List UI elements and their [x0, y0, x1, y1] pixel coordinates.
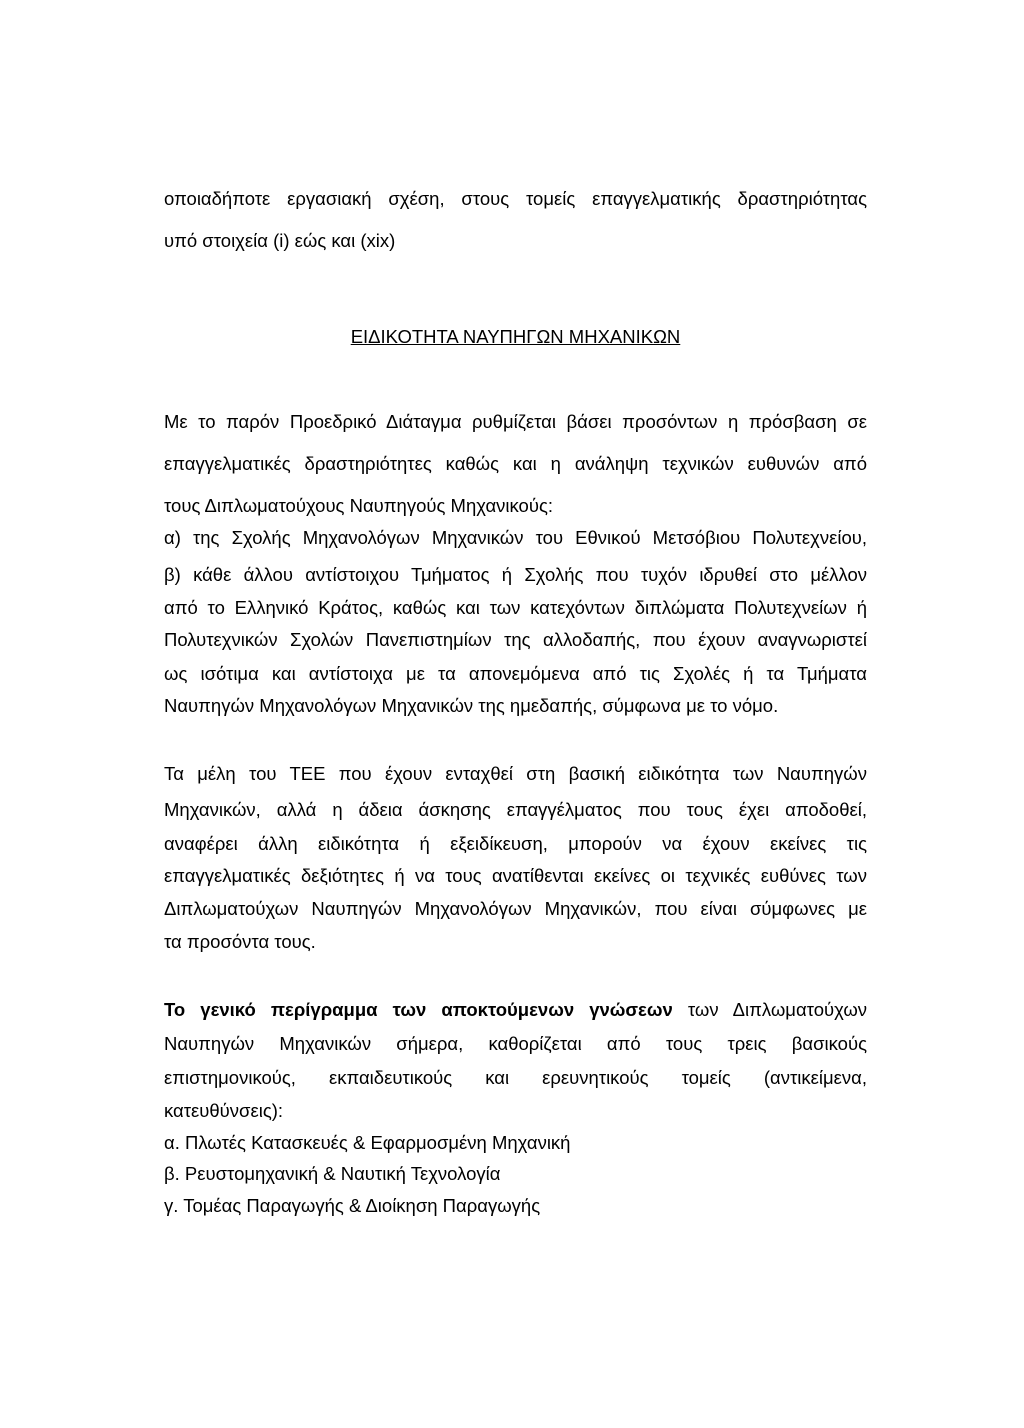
list-item: γ. Τομέας Παραγωγής & Διοίκηση Παραγωγής: [164, 1195, 541, 1216]
paragraph3-line: Ναυπηγών Μηχανικών σήμερα, καθορίζεται από τους τρεις βασικούς: [164, 1033, 867, 1054]
intro-line-2: υπό στοιχεία (i) εώς και (xix): [164, 230, 396, 251]
paragraph1-line: επαγγελματικές δραστηριότητες καθώς και η ανάληψη τεχνικών ευθυνών από: [164, 453, 867, 474]
paragraph1-line: Με το παρόν Προεδρικό Διάταγμα ρυθμίζεται βάσει προσόντων η πρόσβαση σε: [164, 411, 867, 432]
paragraph2-line: Διπλωματούχων Ναυπηγών Μηχανολόγων Μηχανικών, που είναι σύμφωνες με: [164, 898, 867, 919]
paragraph3-bold-lead: Το γενικό περίγραμμα των αποκτούμενων γνώσεων: [164, 999, 673, 1020]
paragraph1-line: τους Διπλωματούχους Ναυπηγούς Μηχανικούς:: [164, 495, 554, 516]
intro-line-1: οποιαδήποτε εργασιακή σχέση, στους τομείς επαγγελματικής δραστηριότητας: [164, 188, 867, 209]
paragraph3-line: επιστημονικούς, εκπαιδευτικούς και ερευνητικούς τομείς (αντικείμενα,: [164, 1067, 867, 1088]
paragraph2-line: αναφέρει άλλη ειδικότητα ή εξειδίκευση, μπορούν να έχουν εκείνες τις: [164, 833, 867, 854]
paragraph1-line: Πολυτεχνικών Σχολών Πανεπιστημίων της αλλοδαπής, που έχουν αναγνωριστεί: [164, 629, 867, 650]
paragraph3-first-line: [164, 998, 867, 1022]
paragraph1-line: α) της Σχολής Μηχανολόγων Μηχανικών του Εθνικού Μετσόβιου Πολυτεχνείου,: [164, 527, 867, 548]
list-item: α. Πλωτές Κατασκευές & Εφαρμοσμένη Μηχανική: [164, 1132, 571, 1153]
paragraph1-line: ως ισότιμα και αντίστοιχα με τα απονεμόμενα από τις Σχολές ή τα Τμήματα: [164, 663, 867, 684]
paragraph3-line: κατευθύνσεις):: [164, 1100, 284, 1121]
section-heading: ΕΙΔΙΚΟΤΗΤΑ ΝΑΥΠΗΓΩΝ ΜΗΧΑΝΙΚΩΝ: [350, 326, 681, 347]
paragraph1-line: Ναυπηγών Μηχανολόγων Μηχανικών της ημεδαπής, σύμφωνα με το νόμο.: [164, 695, 779, 716]
paragraph3-line1-rest: των Διπλωματούχων: [672, 999, 868, 1020]
paragraph2-line: τα προσόντα τους.: [164, 931, 316, 952]
paragraph2-line: Τα μέλη του ΤΕΕ που έχουν ενταχθεί στη βασική ειδικότητα των Ναυπηγών: [164, 763, 867, 784]
paragraph1-line: από το Ελληνικό Κράτος, καθώς και των κατεχόντων διπλώματα Πολυτεχνείων ή: [164, 597, 867, 618]
list-item: β. Ρευστομηχανική & Ναυτική Τεχνολογία: [164, 1163, 501, 1184]
paragraph2-line: επαγγελματικές δεξιότητες ή να τους ανατίθενται εκείνες οι τεχνικές ευθύνες των: [164, 865, 867, 886]
paragraph2-line: Μηχανικών, αλλά η άδεια άσκησης επαγγέλματος που τους έχει αποδοθεί,: [164, 799, 867, 820]
paragraph1-line: β) κάθε άλλου αντίστοιχου Τμήματος ή Σχολής που τυχόν ιδρυθεί στο μέλλον: [164, 564, 867, 585]
